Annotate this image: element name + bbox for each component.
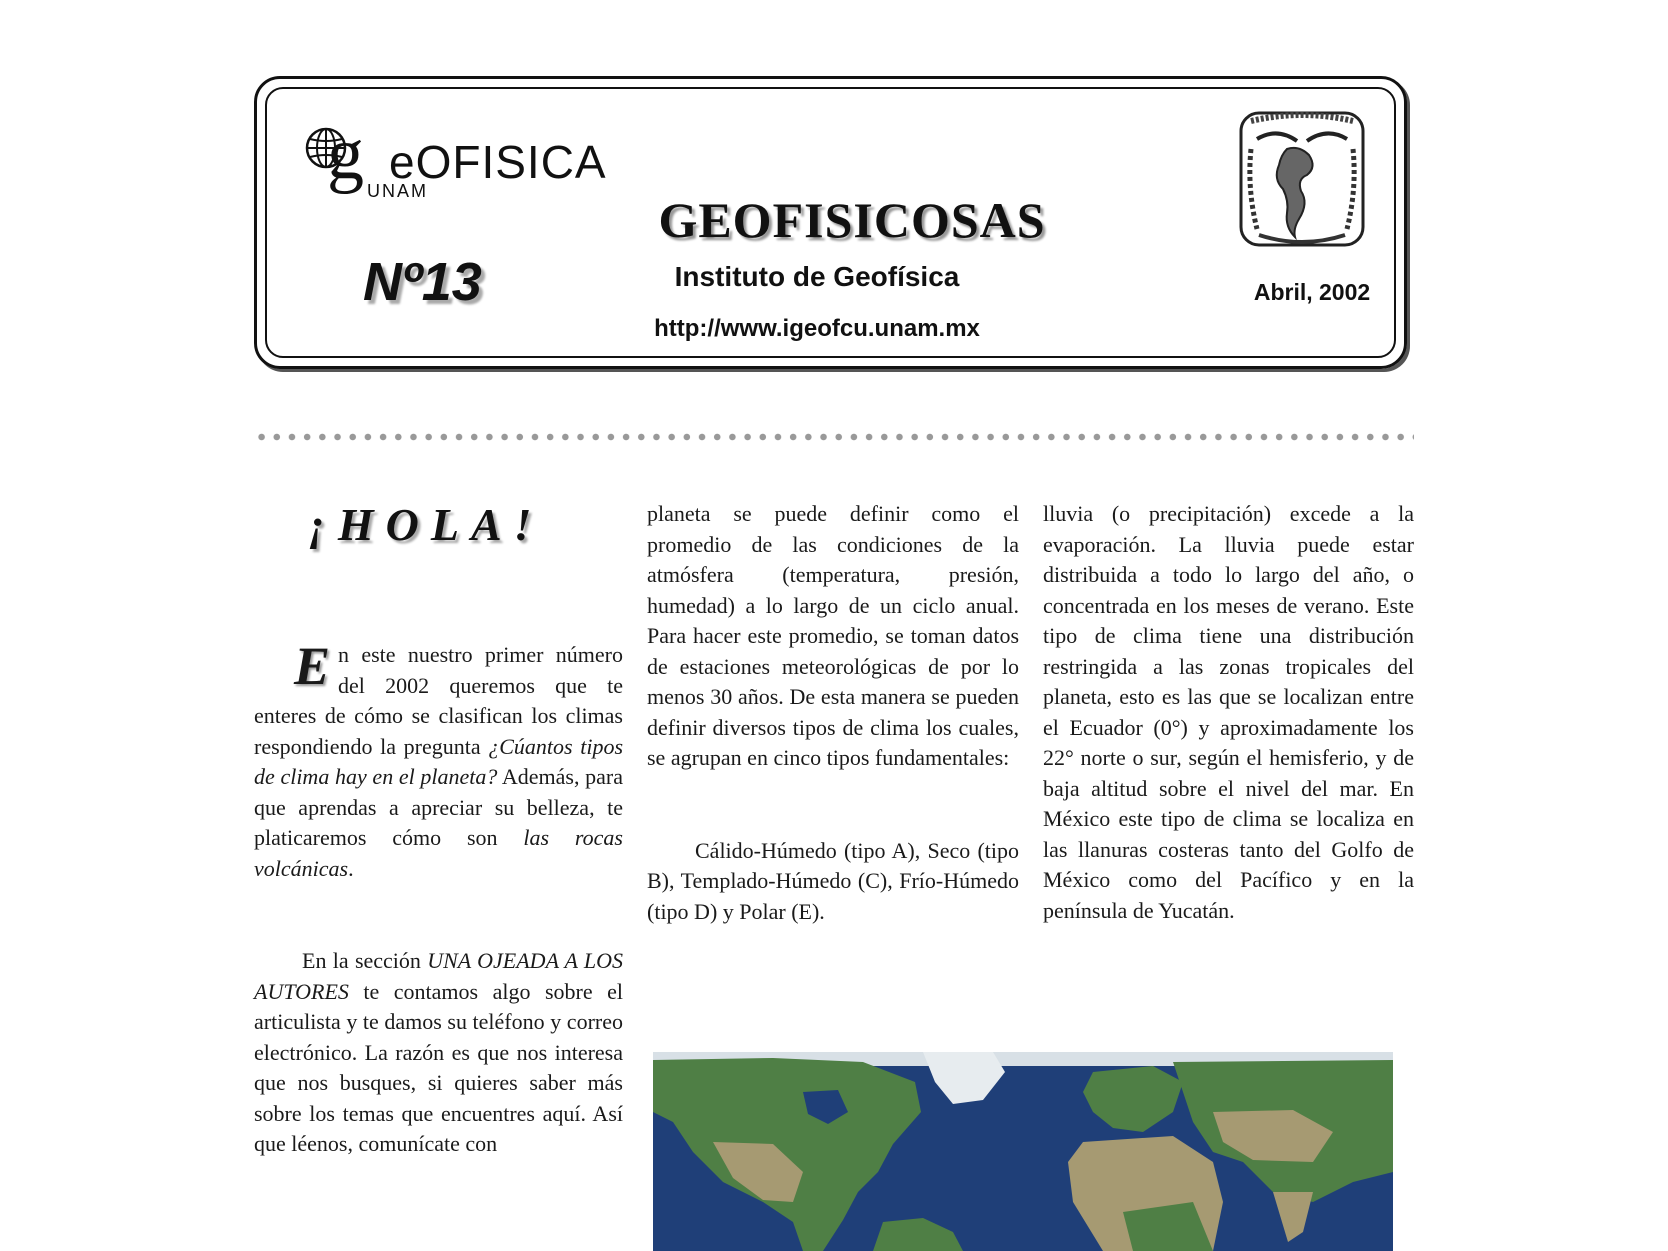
intro-section-name: UNA OJEADA A LOS AUTORES — [254, 948, 623, 1004]
dropcap-letter: E — [294, 636, 331, 696]
logo-subtitle: UNAM — [367, 181, 428, 201]
unam-seal-icon — [1237, 109, 1367, 249]
column-climate-definition — [647, 499, 1019, 927]
intro-topic: las rocas volcánicas — [254, 825, 623, 881]
column-warm-humid — [1043, 499, 1414, 926]
intro-paragraph-2 — [254, 946, 623, 1160]
world-map-image — [653, 1052, 1393, 1251]
dotted-divider — [254, 432, 1414, 442]
world-map-graphic — [653, 1052, 1393, 1251]
geofisica-logo — [291, 113, 607, 205]
intro-text-a: n este nuestro primer número del 2002 queremos que te enteres de cómo se clasifican los climas respondiendo la pregunta — [254, 642, 623, 759]
paragraph-spacer — [647, 774, 1019, 836]
intro-paragraph-1 — [254, 636, 624, 884]
logo-letter: g — [327, 113, 364, 195]
climate-paragraph-1: planeta se puede definir como el promedio de las condiciones de la atmósfera (temperatura, presión, humedad) a lo largo de un ciclo anual. Para hacer este promedio, se toman datos de estaciones meteorológicas de por lo menos 30 años. De esta manera se pueden definir diversos tipos de clima los cuales, se agrupan en cinco tipos fundamentales: — [647, 501, 1019, 770]
intro-text-c: . — [348, 855, 354, 881]
intro-text-b: Además, para que aprendas a apreciar su belleza, te platicaremos cómo son — [254, 764, 624, 850]
masthead — [254, 76, 1407, 369]
newsletter-title: GEOFISICOSAS — [658, 192, 1046, 248]
website-url: http://www.igeofcu.unam.mx — [654, 315, 980, 342]
greeting-heading: ¡HOLA! — [308, 499, 544, 550]
intro-section-text-a: En la sección — [302, 948, 428, 973]
issue-number: Nº13 — [363, 252, 482, 312]
masthead-inner-border — [265, 87, 1396, 358]
issue-date: Abril, 2002 — [1253, 279, 1371, 305]
logo-word: eOFISICA — [389, 136, 607, 188]
climate-types-paragraph: Cálido-Húmedo (tipo A), Seco (tipo B), Templado-Húmedo (C), Frío-Húmedo (tipo D) y Polar (E). — [647, 837, 1019, 924]
intro-section-text-b: te contamos algo sobre el articulista y te damos su teléfono y correo electrónico. La razón es que nos interesa que nos busques, si quieres saber más sobre los temas que encuentres aquí. Así que léenos, comunícate con — [254, 978, 623, 1156]
paragraph-spacer — [254, 884, 623, 946]
warm-humid-paragraph: lluvia (o precipitación) excede a la evaporación. La lluvia puede estar distribuida a todo lo largo del año, o concentrada en los meses de verano. Este tipo de clima tiene una distribución restringida a las zonas tropicales del planeta, esto es las que se localizan entre el Ecuador (0°) y aproximadamente los 22° norte o sur, según el hemisferio, y de baja altitud sobre el nivel del mar. En México este tipo de clima se localiza en las llanuras costeras tanto del Golfo de México como del Pacífico y en la península de Yucatán. — [1043, 501, 1414, 923]
intro-question: ¿Cúantos tipos de clima hay en el planeta? — [254, 733, 624, 789]
institute-name: Instituto de Geofísica — [674, 261, 960, 292]
column-intro — [254, 636, 624, 1160]
